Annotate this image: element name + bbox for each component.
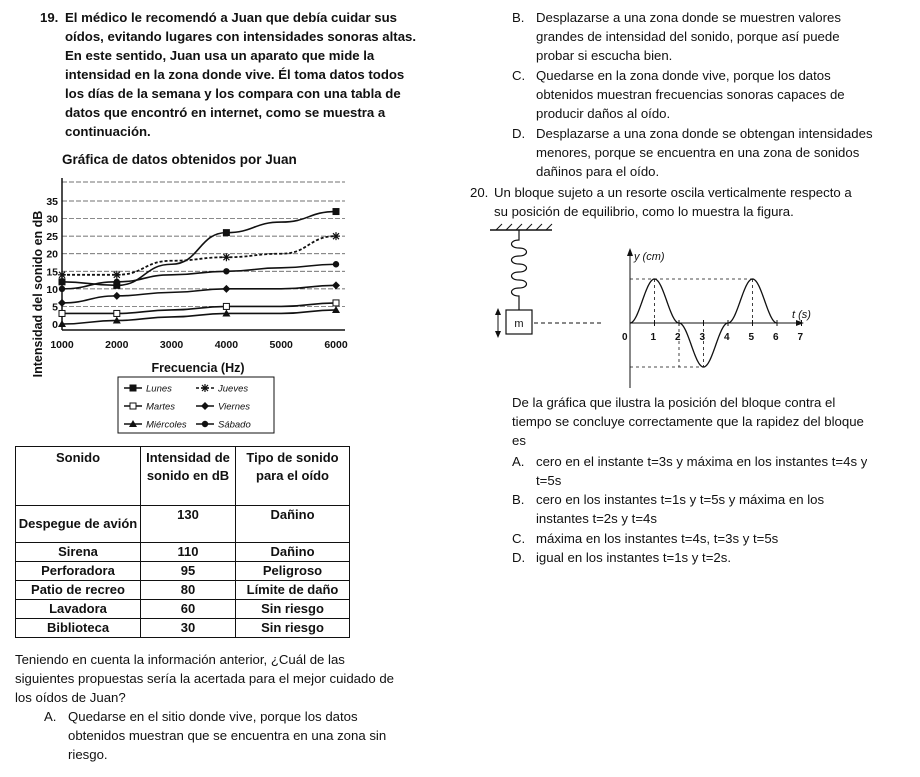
series-line (62, 303, 336, 314)
y-tick-label: 15 (46, 266, 58, 279)
x-tick-label: 2000 (105, 339, 129, 351)
table-header: Tipo de sonido para el oído (236, 447, 350, 506)
table-cell: 130 (141, 506, 236, 543)
spring (512, 230, 527, 310)
option-label: D. (512, 126, 526, 141)
option-19-d[interactable] (512, 124, 907, 181)
option-20-a[interactable] (512, 452, 908, 490)
table-row (16, 600, 350, 619)
time-tick-label: 1 (650, 332, 657, 343)
stem-line: El médico le recomendó a Juan que debía cuidar sus (65, 10, 397, 25)
data-point (333, 300, 339, 306)
table-cell: Patio de recreo (16, 581, 141, 600)
chart-x-ticks (50, 339, 348, 351)
data-point (222, 285, 230, 293)
data-point (333, 209, 339, 215)
data-point (113, 271, 121, 279)
chart-series (58, 209, 340, 327)
option-19-c[interactable] (512, 66, 907, 123)
x-tick-label: 3000 (159, 339, 184, 351)
legend-label: Lunes (146, 383, 172, 395)
option-label: D. (512, 550, 526, 565)
option-text: Desplazarse a una zona donde se muestren valores (536, 10, 841, 25)
option-label: B. (512, 492, 525, 507)
table-header: Intensidad de sonido en dB (141, 447, 236, 506)
prompt-line: los oídos de Juan? (15, 690, 126, 705)
data-point (222, 253, 230, 261)
option-label: A. (512, 454, 525, 469)
stem-line: intensidad en la zona donde vive. Él toma datos todos (65, 67, 405, 82)
legend-label: Jueves (218, 383, 249, 395)
stem-line: Un bloque sujeto a un resorte oscila verticalmente respecto a (494, 185, 852, 200)
data-point (58, 271, 66, 279)
option-text: t=5s (536, 473, 562, 488)
option-text: instantes t=2s y t=4s (536, 511, 657, 526)
series-line (62, 236, 336, 275)
data-point (59, 310, 65, 316)
intensity-chart (0, 148, 360, 438)
table-cell: Límite de daño (236, 581, 350, 600)
x-tick-label: 1000 (50, 339, 74, 351)
mass-label: m (514, 318, 524, 330)
table-cell: Sirena (16, 543, 141, 562)
data-point (223, 230, 229, 236)
legend-marker (201, 384, 209, 392)
option-text: cero en los instantes t=1s y t=5s y máxima en los (536, 492, 825, 507)
series-line (62, 285, 336, 303)
legend-marker (201, 402, 209, 410)
prompt-line: siguientes propuestas sería la acertada para el mejor cuidado de (15, 671, 395, 686)
data-point (333, 261, 339, 267)
data-point (114, 279, 120, 285)
table-row (16, 581, 350, 600)
time-axis-label: t (s) (792, 309, 811, 321)
data-point (114, 310, 120, 316)
chart-legend (118, 377, 274, 433)
option-text: Quedarse en la zona donde vive, porque los datos (536, 68, 831, 83)
option-20-b[interactable] (512, 490, 908, 528)
question-19-stem (65, 8, 435, 141)
option-text: probar si escucha bien. (536, 48, 673, 63)
table-cell: Sin riesgo (236, 600, 350, 619)
data-point (332, 281, 340, 289)
x-tick-label: 5000 (269, 339, 293, 351)
legend-marker (202, 421, 208, 427)
table-cell: Sin riesgo (236, 619, 350, 638)
table-cell: Despegue de avión (16, 506, 141, 543)
prompt-line: tiempo se concluye correctamente que la rapidez del bloque (512, 414, 864, 429)
option-text: riesgo. (68, 747, 108, 762)
option-text: obtenidos muestran que se encuentra en una zona sin (68, 728, 387, 743)
position-axis-label: y (cm) (634, 251, 665, 263)
prompt-line: es (512, 433, 526, 448)
stem-line: datos que encontró en internet, como se muestra a (65, 105, 386, 120)
chart-y-axis-label: Intensidad del sonido en dB (31, 210, 45, 378)
x-tick-label: 6000 (324, 339, 348, 351)
stem-line: continuación. (65, 124, 151, 139)
option-label: A. (44, 709, 57, 724)
chart-y-ticks (46, 196, 58, 331)
option-text: dañinos para el oído. (536, 164, 660, 179)
data-point (59, 286, 65, 292)
time-tick-label: 4 (724, 332, 730, 343)
table-header-row (16, 447, 350, 506)
option-20-d[interactable] (512, 548, 908, 567)
y-tick-label: 5 (52, 301, 58, 314)
table-cell: 110 (141, 543, 236, 562)
question-19-prompt (15, 650, 433, 707)
question-20-stem (494, 183, 909, 221)
legend-label: Viernes (218, 401, 251, 413)
y-tick-label: 35 (46, 196, 58, 208)
option-text: obtenidos muestran frecuencias sonoras capaces de (536, 87, 845, 102)
table-cell: 30 (141, 619, 236, 638)
oscillation-arrow (495, 308, 501, 338)
option-text: grandes de intensidad del sonido, porque así puede (536, 29, 840, 44)
option-label: C. (512, 531, 526, 546)
table-row (16, 543, 350, 562)
table-cell: Dañino (236, 543, 350, 562)
time-tick-label: 2 (675, 332, 681, 343)
table-header: Sonido (16, 447, 141, 506)
table-cell: Peligroso (236, 562, 350, 581)
stem-line: su posición de equilibrio, como lo muestra la figura. (494, 204, 794, 219)
table-cell: Biblioteca (16, 619, 141, 638)
data-point (58, 299, 66, 307)
option-20-c[interactable] (512, 529, 908, 548)
data-point (59, 279, 65, 285)
sound-intensity-table (15, 446, 350, 638)
time-tick-label: 5 (748, 332, 755, 343)
y-tick-label: 30 (46, 213, 58, 226)
ceiling-support (490, 224, 552, 230)
option-label: C. (512, 68, 526, 83)
position-time-axes (627, 248, 804, 388)
y-tick-label: 0 (52, 319, 58, 331)
data-point (113, 292, 121, 300)
option-19-b[interactable] (512, 8, 907, 65)
option-19-a[interactable] (44, 707, 439, 767)
y-tick-label: 10 (46, 283, 58, 296)
option-text: Quedarse en el sitio donde vive, porque los datos (68, 709, 358, 724)
data-point (223, 303, 229, 309)
chart-x-axis-label: Frecuencia (Hz) (151, 361, 245, 375)
table-cell: 80 (141, 581, 236, 600)
option-text: Desplazarse a una zona donde se obtengan intensidades (536, 126, 873, 141)
table-cell: Dañino (236, 506, 350, 543)
question-20-prompt (512, 393, 908, 450)
legend-marker (130, 403, 136, 409)
legend-label: Miércoles (146, 419, 187, 431)
stem-line: los días de la semana y los compara con una tabla de (65, 86, 401, 101)
question-20-number: 20. (470, 185, 489, 200)
stem-line: En este sentido, Juan usa un aparato que mide la (65, 48, 375, 63)
option-text: máxima en los instantes t=4s, t=3s y t=5s (536, 531, 779, 546)
legend-label: Sábado (218, 419, 251, 431)
time-tick-label: 7 (797, 332, 804, 343)
table-cell: 60 (141, 600, 236, 619)
option-text: menores, porque se encuentra en una zona de sonidos (536, 145, 860, 160)
option-text: igual en los instantes t=1s y t=2s. (536, 550, 731, 565)
question-19-number: 19. (40, 10, 59, 25)
option-label: B. (512, 10, 525, 25)
prompt-line: Teniendo en cuenta la información anterior, ¿Cuál de las (15, 652, 345, 667)
option-text: producir daños al oído. (536, 106, 671, 121)
prompt-line: De la gráfica que ilustra la posición del bloque contra el (512, 395, 836, 410)
table-row (16, 506, 350, 543)
option-text: cero en el instante t=3s y máxima en los instantes t=4s y (536, 454, 868, 469)
y-tick-label: 25 (46, 231, 58, 244)
table-row (16, 562, 350, 581)
table-cell: Lavadora (16, 600, 141, 619)
legend-label: Martes (146, 401, 176, 413)
y-tick-label: 20 (46, 248, 58, 261)
data-point (332, 232, 340, 240)
series-line (62, 310, 336, 324)
oscillation-figure (482, 222, 822, 392)
data-point (223, 268, 229, 274)
time-tick-label: 3 (699, 332, 706, 343)
time-tick-label: 6 (773, 332, 779, 343)
table-cell: 95 (141, 562, 236, 581)
legend-marker (130, 385, 136, 391)
stem-line: oídos, evitando lugares con intensidades sonoras altas. (65, 29, 417, 44)
table-cell: Perforadora (16, 562, 141, 581)
chart-title: Gráfica de datos obtenidos por Juan (62, 152, 297, 167)
x-tick-label: 4000 (214, 339, 239, 351)
time-tick-label: 0 (622, 332, 628, 343)
table-row (16, 619, 350, 638)
